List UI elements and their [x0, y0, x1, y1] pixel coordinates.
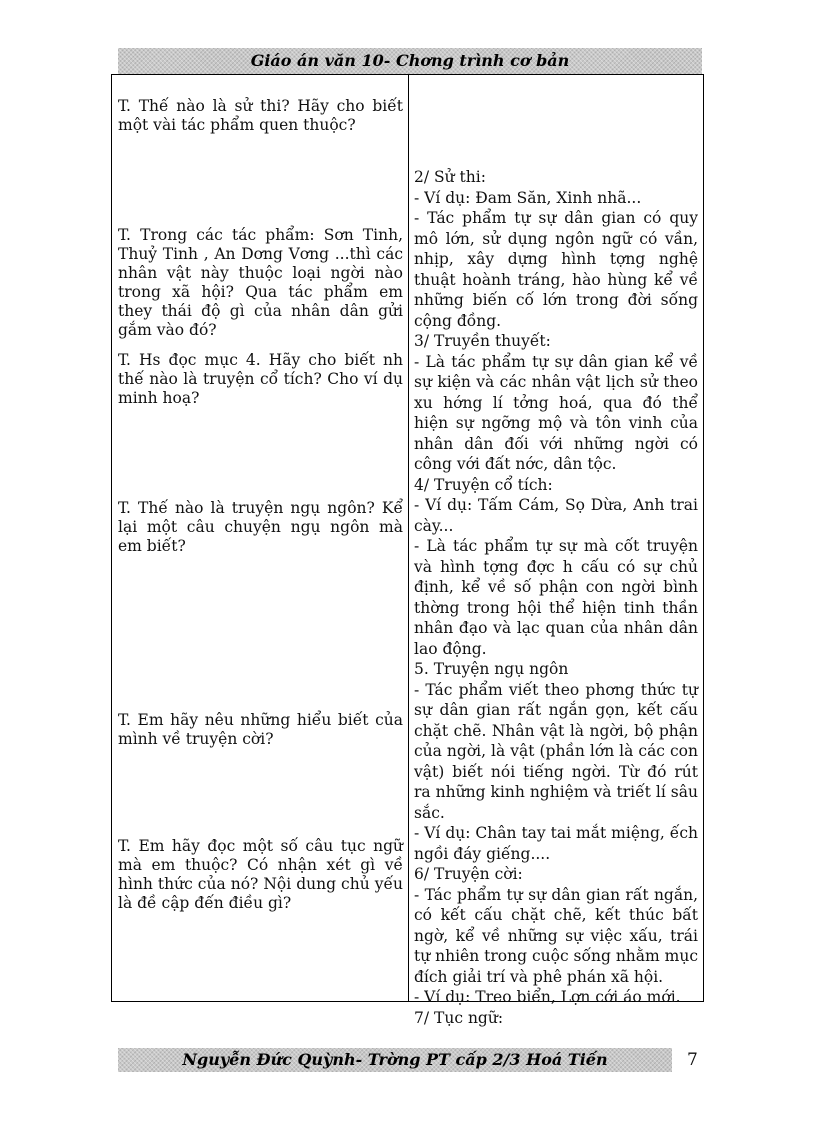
header-band — [118, 48, 702, 74]
question-6: T. Em hãy đọc một số câu tục ngữ mà em thuộc? Có nhận xét gì về hình thức của nó? Nội dung chủ yếu là đề cập đến điều gì? — [118, 837, 403, 912]
answer-heading-fairy-tale: 4/ Truyện cổ tích: — [414, 475, 553, 494]
question-2: T. Trong các tác phẩm: Sơn Tinh, Thuỷ Tinh , An Dơng Vơng ...thì các nhân vật này thuộc loại ngời nào trong xã hội? Qua tác phẩm em they thái độ gì của nhân dân gửi gắm vào đó? — [118, 226, 403, 339]
question-3: T. Hs đọc mục 4. Hãy cho biết nh thế nào là truyện cổ tích? Cho ví dụ minh hoạ? — [118, 351, 403, 407]
answer-heading-fable: 5. Truyện ngụ ngôn — [414, 660, 569, 678]
answer-line: - Ví dụ: Đam Săn, Xinh nhã... — [414, 188, 642, 207]
lesson-table — [111, 74, 704, 1027]
footer-band — [118, 1048, 672, 1072]
answer-line: - Tác phẩm viết theo phơng thức tự sự dân gian rất ngắn gọn, kết cấu chặt chẽ. Nhân vật là ngời, bộ phận của ngời, là vật (phần lớn là các con vật) biết nói tiếng ngời. Từ đó rút ra những kinh nghiệm và triết lí sâu sắc. — [414, 680, 698, 822]
answer-line: - Ví dụ: Chân tay tai mắt miệng, ếch ngồi đáy giếng.... — [414, 824, 698, 863]
answer-heading-epic: 2/ Sử thi: — [414, 168, 486, 186]
answer-line: - Là tác phẩm tự sự mà cốt truyện và hình tợng đợc h cấu có sự chủ định, kể về số phận con ngời bình thờng trong hội thể hiện tinh thần nhân đạo và lạc quan của nhân dân lao động. — [414, 537, 698, 658]
page-number: 7 — [687, 1050, 698, 1070]
answer-heading-proverb: 7/ Tục ngữ: — [414, 1008, 504, 1027]
answer-heading-humor: 6/ Truyện cời: — [414, 865, 523, 883]
header-title: Giáo án văn 10- Chơng trình cơ bản — [250, 51, 570, 70]
answer-heading-legend: 3/ Truyền thuyết: — [414, 332, 551, 350]
question-4: T. Thế nào là truyện ngụ ngôn? Kể lại một câu chuyện ngụ ngôn mà em biết? — [118, 499, 403, 555]
answer-line: - Ví dụ: Tấm Cám, Sọ Dừa, Anh trai cày... — [414, 496, 698, 535]
answer-line: - Tác phẩm tự sự dân gian có quy mô lớn, sử dụng ngôn ngữ có vần, nhịp, xây dựng hình tợng nghệ thuật hoành tráng, hào hùng kể về những biến cố lớn trong đời sống cộng đồng. — [414, 209, 698, 330]
question-5: T. Em hãy nêu những hiểu biết của mình về truyện cời? — [118, 711, 403, 748]
answer-line: - Là tác phẩm tự sự dân gian kể về sự kiện và các nhân vật lịch sử theo xu hớng lí tởng hoá, qua đó thể hiện sự ngỡng mộ và tôn vinh của nhân dân đối với những ngời có công với đất nớc, dân tộc. — [414, 352, 698, 473]
question-1: T. Thế nào là sử thi? Hãy cho biết một vài tác phẩm quen thuộc? — [118, 97, 403, 134]
answers-column — [414, 167, 698, 1028]
answer-line: - Ví dụ: Treo biển, Lợn cới áo mới. — [414, 988, 681, 1006]
answer-line: - Tác phẩm tự sự dân gian rất ngắn, có kết cấu chặt chẽ, kết thúc bất ngờ, kể về những sự việc xấu, trái tự nhiên trong cuộc sống nhằm mục đích giải trí và phê phán xã hội. — [414, 885, 699, 986]
column-divider — [408, 75, 409, 1001]
footer-author: Nguyễn Đức Quỳnh- Trờng PT cấp 2/3 Hoá Tiến — [182, 1050, 608, 1069]
